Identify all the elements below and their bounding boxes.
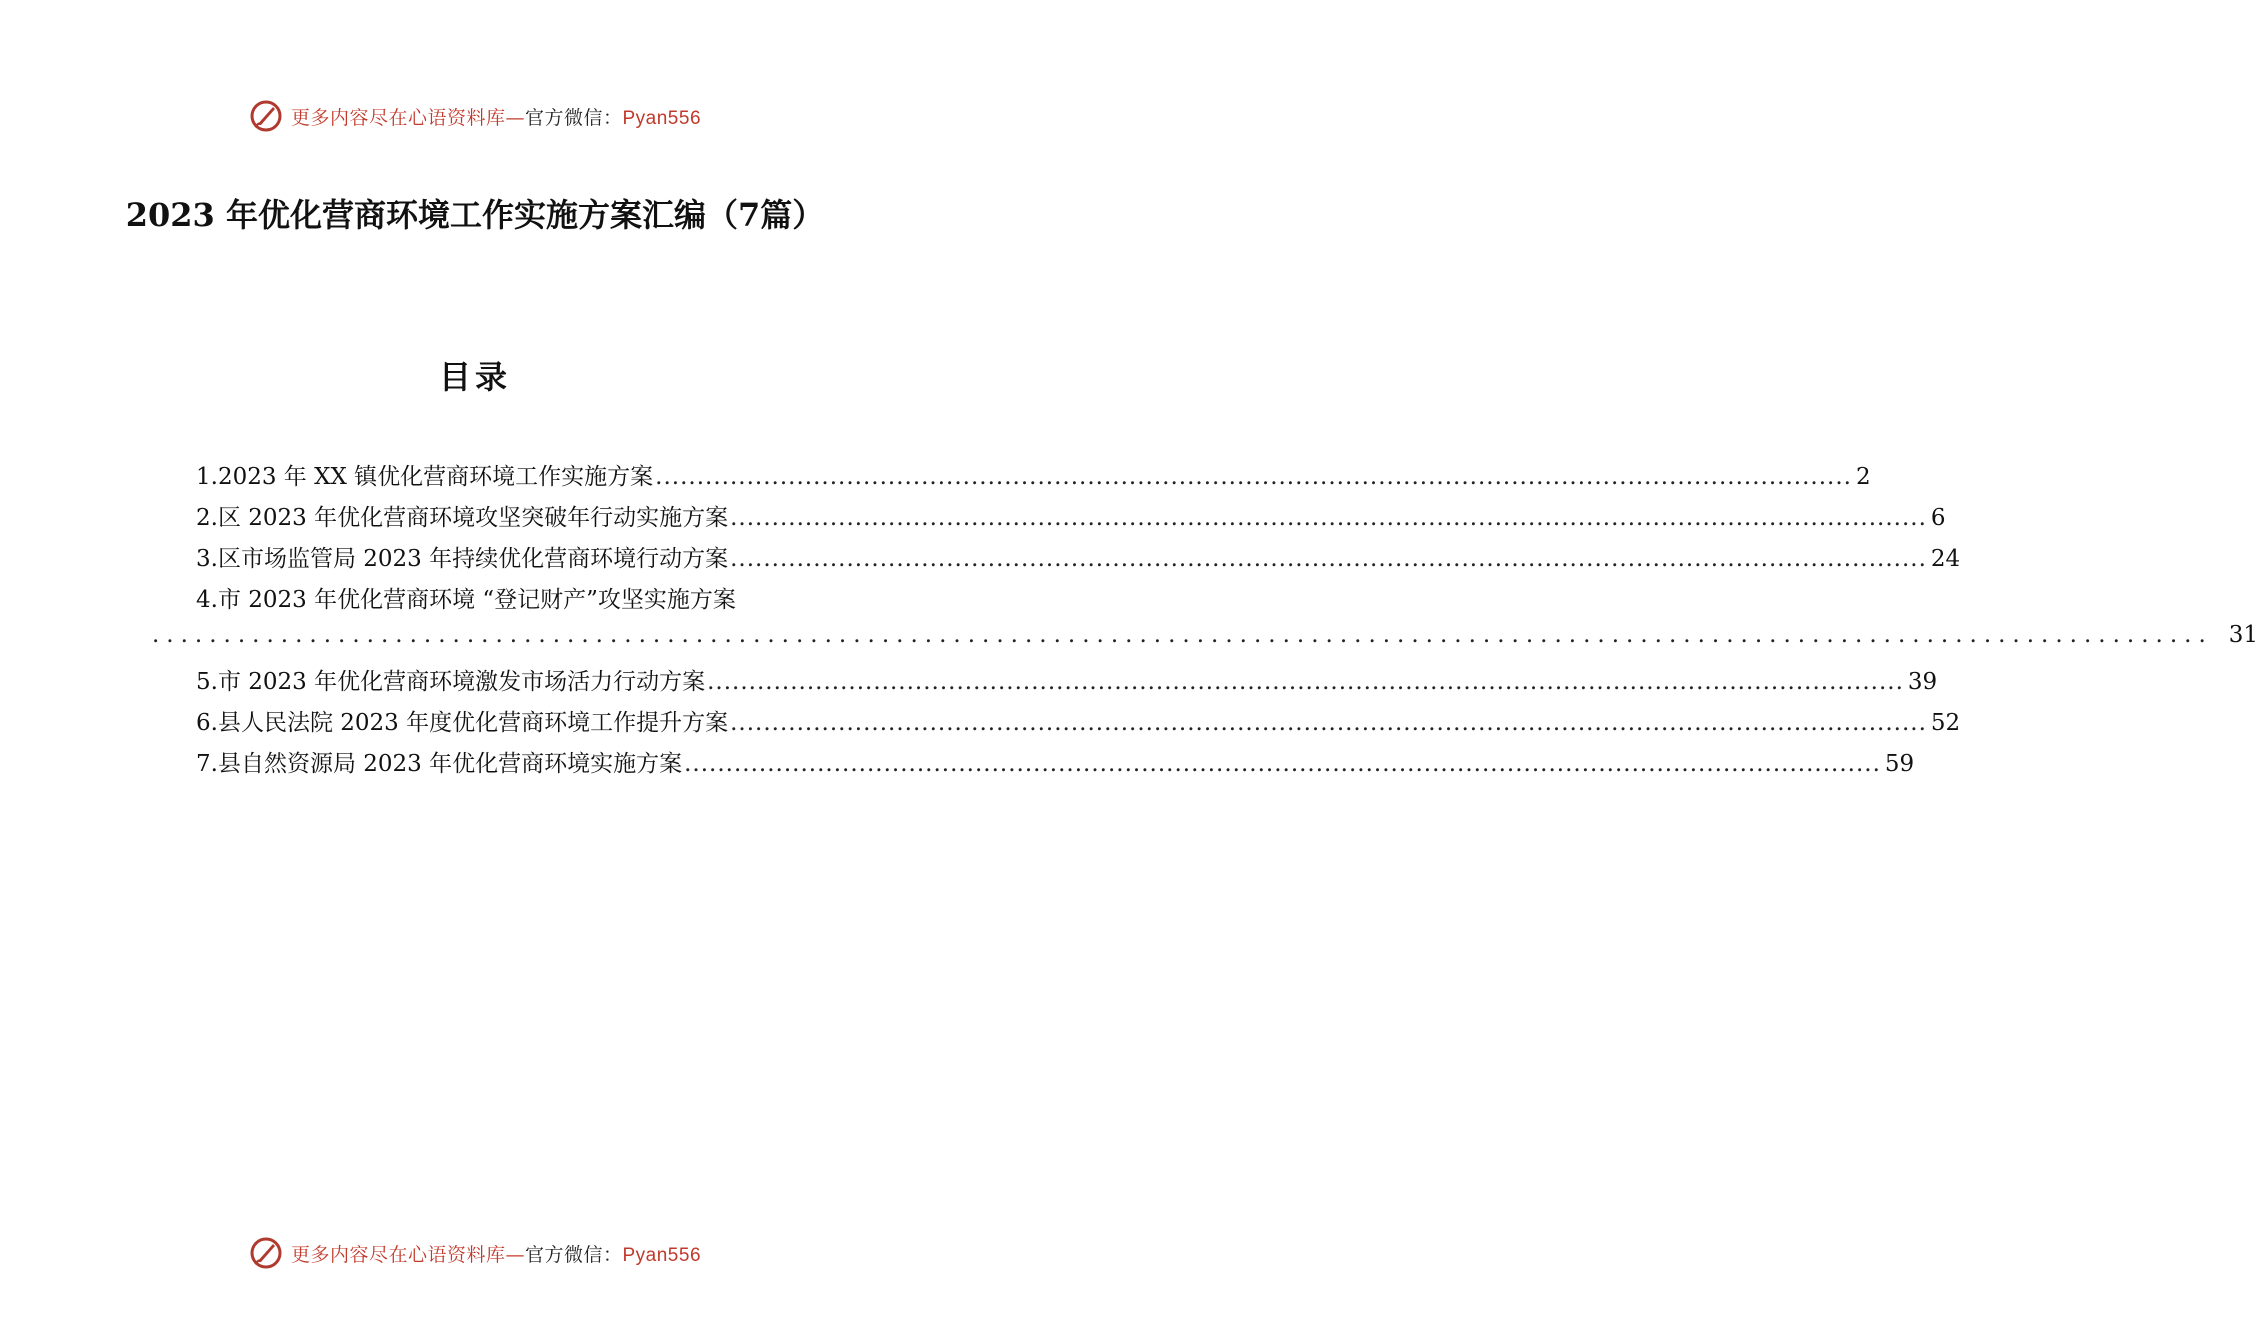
toc-item-page: 31: [2228, 622, 2258, 648]
toc-leader-dots: [730, 546, 1927, 572]
toc-item-2[interactable]: [152, 499, 1946, 540]
toc-item-page: 24: [1930, 546, 1961, 572]
banner-text: [291, 1240, 701, 1267]
toc-item-5[interactable]: [152, 663, 1938, 704]
toc-item-7[interactable]: [152, 745, 1915, 786]
toc-item-3[interactable]: [152, 540, 1961, 581]
toc-leader-dots: [730, 710, 1927, 736]
toc-leader-dots: [684, 751, 1881, 777]
toc-heading: 目录: [438, 358, 511, 396]
toc-item-label: 3.区市场监管局 2023 年持续优化营商环境行动方案: [196, 546, 729, 572]
toc-item-label: 4.市 2023 年优化营商环境 “登记财产”攻坚实施方案: [196, 587, 736, 613]
toc-leader-dots: [730, 505, 1927, 531]
toc-leader-dots: [655, 464, 1852, 490]
toc-leader-dots: [152, 622, 2213, 648]
toc-item-page: 2: [1855, 464, 1871, 490]
toc-item-page: 39: [1907, 669, 1938, 695]
banner-dash: —: [505, 1243, 525, 1266]
toc-item-label: 5.市 2023 年优化营商环境激发市场活力行动方案: [196, 669, 706, 695]
quill-logo-icon: [249, 99, 283, 133]
toc-item-page: 52: [1930, 710, 1961, 736]
banner-wechat-id: Pyan556: [622, 1244, 702, 1266]
banner-wechat-label: 官方微信：: [524, 1243, 623, 1266]
banner-dash: —: [505, 106, 525, 129]
banner-main: 更多内容尽在心语资料库: [290, 1243, 506, 1266]
banner-text: [291, 103, 701, 130]
toc-leader-dots: [707, 669, 1904, 695]
toc-item-page: 6: [1930, 505, 1946, 531]
footer-banner: [0, 1231, 950, 1275]
quill-logo-icon: [249, 1236, 283, 1270]
toc-item-page: 59: [1884, 751, 1915, 777]
toc-item-label: 7.县自然资源局 2023 年优化营商环境实施方案: [196, 751, 683, 777]
toc-item-1[interactable]: [152, 458, 1871, 499]
banner-wechat-label: 官方微信：: [524, 106, 623, 129]
toc-item-4-continuation[interactable]: [152, 622, 2258, 663]
toc-item-4[interactable]: [152, 581, 804, 622]
toc-item-6[interactable]: [152, 704, 1961, 745]
header-banner: [0, 94, 950, 138]
document-title: 2023 年优化营商环境工作实施方案汇编（7篇）: [125, 196, 825, 234]
table-of-contents: [152, 458, 2258, 786]
toc-item-label: 6.县人民法院 2023 年度优化营商环境工作提升方案: [196, 710, 729, 736]
banner-wechat-id: Pyan556: [622, 107, 702, 129]
banner-main: 更多内容尽在心语资料库: [290, 106, 506, 129]
toc-item-label: 1.2023 年 XX 镇优化营商环境工作实施方案: [196, 464, 654, 490]
toc-item-label: 2.区 2023 年优化营商环境攻坚突破年行动实施方案: [196, 505, 729, 531]
